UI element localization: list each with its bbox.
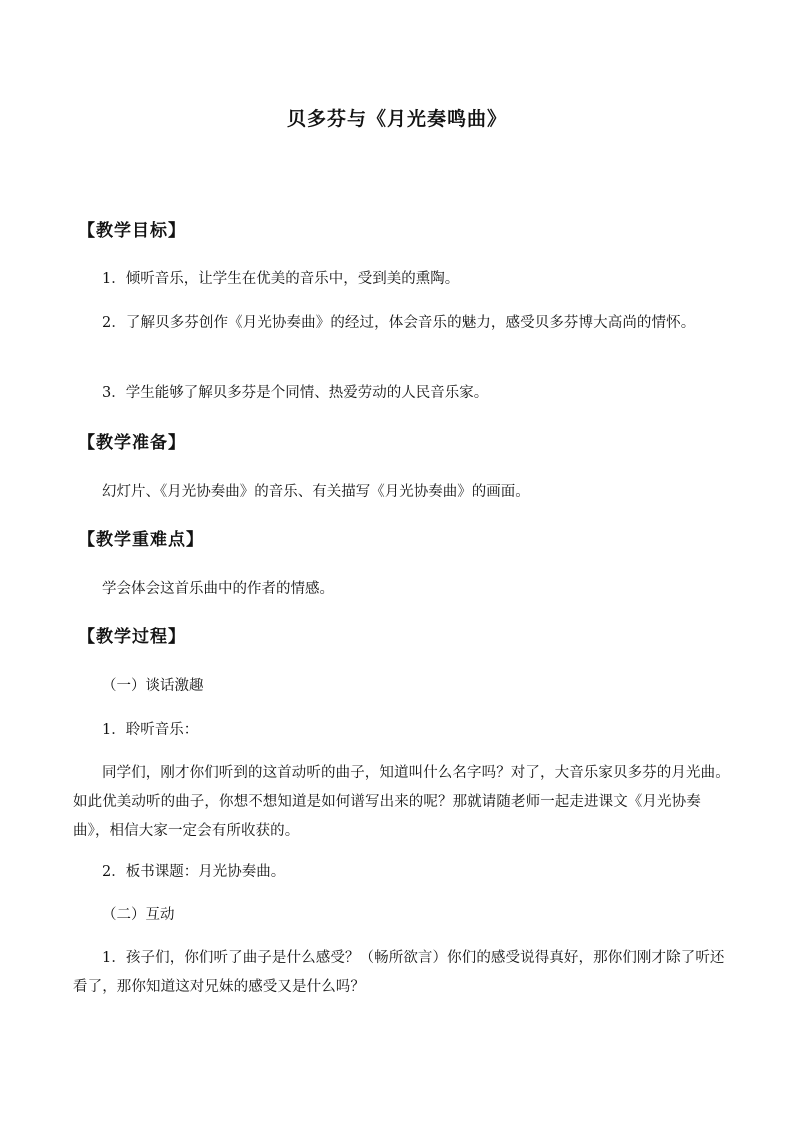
paragraph: 学会体会这首乐曲中的作者的情感。 (102, 581, 334, 597)
page-title: 贝多芬与《月光奏鸣曲》 (286, 108, 507, 130)
paragraph: 3．学生能够了解贝多芬是个同情、热爱劳动的人民音乐家。 (102, 385, 489, 401)
paragraph: 2．板书课题：月光协奏曲。 (102, 864, 286, 880)
section-heading-key-points: 【教学重难点】 (78, 530, 204, 550)
paragraph: 2．了解贝多芬创作《月光协奏曲》的经过，体会音乐的魅力，感受贝多芬博大高尚的情怀。 (102, 315, 696, 331)
section-heading-preparation: 【教学准备】 (78, 433, 186, 453)
paragraph: （一）谈话激趣 (102, 678, 204, 694)
section-heading-objectives: 【教学目标】 (78, 221, 186, 241)
paragraph: （二）互动 (102, 907, 175, 923)
paragraph: 同学们，刚才你们听到的这首动听的曲子，知道叫什么名字吗？对了，大音乐家贝多芬的月光曲。如此优美动听的曲子，你想不想知道是如何谱写出来的呢？那就请随老师一起走进课文《月光协奏曲》，相信大家一定会有所收获的。 (73, 765, 730, 839)
section-heading-process: 【教学过程】 (78, 627, 186, 647)
paragraph: 1．聆听音乐： (102, 722, 199, 738)
paragraph: 1．孩子们，你们听了曲子是什么感受？（畅所欲言）你们的感受说得真好，那你们刚才除了听还看了，那你知道这对兄妹的感受又是什么吗？ (73, 950, 725, 995)
paragraph: 幻灯片、《月光协奏曲》的音乐、有关描写《月光协奏曲》的画面。 (102, 484, 530, 500)
paragraph: 1．倾听音乐，让学生在优美的音乐中，受到美的熏陶。 (102, 271, 460, 287)
